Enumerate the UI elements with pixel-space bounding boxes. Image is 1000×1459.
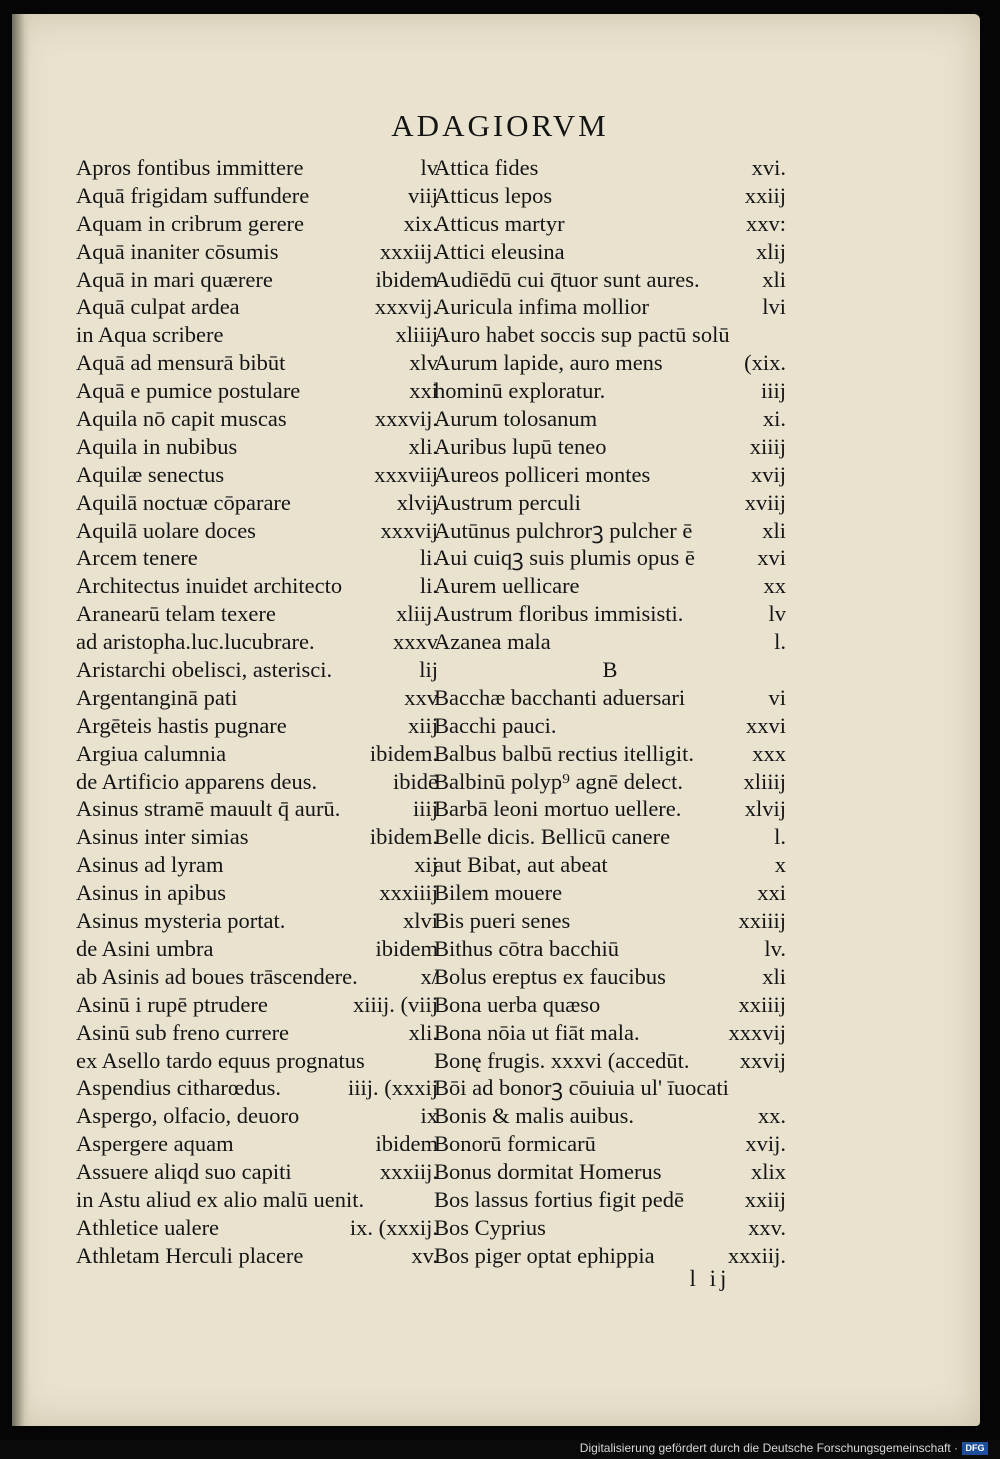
- index-entry: [434, 210, 786, 238]
- entry-term: Aquila in nubibus: [76, 433, 238, 459]
- index-entry: [434, 628, 786, 656]
- index-entry: [76, 628, 438, 656]
- index-entry: [434, 238, 786, 266]
- entry-term: Assuere aliqd suo capiti: [76, 1159, 292, 1185]
- entry-term: Bonus dormitat Homerus: [434, 1159, 662, 1185]
- entry-term: de Asini umbra: [76, 935, 214, 961]
- entry-reference: xxv.: [748, 1214, 786, 1240]
- entry-reference: lv: [768, 601, 786, 627]
- index-column-left: [76, 154, 438, 1270]
- entry-reference: xiiij: [749, 433, 786, 459]
- folio-number: l ij: [689, 1266, 731, 1291]
- entry-term: Bonorū formicarū: [434, 1131, 596, 1157]
- entry-reference: xv.: [411, 1242, 438, 1268]
- index-entry: [434, 182, 786, 210]
- entry-term: Aquilā noctuæ cōparare: [76, 489, 291, 515]
- entry-term: Belle dicis. Bellicū canere: [434, 824, 671, 850]
- index-entry: [434, 907, 786, 935]
- entry-term: Aquā ad mensurā bibūt: [76, 350, 286, 376]
- entry-term: Bos Cyprius: [434, 1214, 546, 1240]
- index-entry: [434, 1102, 786, 1130]
- entry-reference: xliiij: [395, 322, 438, 348]
- index-entry: [434, 879, 786, 907]
- index-entry: [76, 1047, 438, 1075]
- entry-reference: xxiiij: [738, 991, 786, 1017]
- index-entry: [76, 851, 438, 879]
- entry-term: Argentanginā pati: [76, 684, 238, 710]
- entry-reference: xxxv: [393, 629, 438, 655]
- entry-term: Bos piger optat ephippia: [434, 1242, 655, 1268]
- index-entry: [76, 712, 438, 740]
- entry-reference: x/: [420, 963, 438, 989]
- entry-reference: xxvij: [739, 1047, 786, 1073]
- entry-reference: ibidem: [375, 1131, 438, 1157]
- index-entry: [434, 1130, 786, 1158]
- entry-reference: xlvij: [396, 489, 438, 515]
- index-entry: [76, 182, 438, 210]
- entry-term: Bos lassus fortius figit pedē: [434, 1186, 684, 1212]
- entry-term: Aquā in mari quærere: [76, 266, 273, 292]
- entry-reference: xxx: [752, 740, 786, 766]
- entry-term: Aquā e pumice postulare: [76, 378, 301, 404]
- entry-term: Autūnus pulchrorꝫ pulcher ē: [434, 517, 693, 543]
- entry-term: B: [602, 657, 618, 683]
- index-entry: [434, 321, 786, 349]
- entry-reference: li.: [419, 545, 438, 571]
- index-entry: [434, 293, 786, 321]
- index-entry: [434, 712, 786, 740]
- index-entry: [76, 377, 438, 405]
- entry-term: Azanea mala: [434, 629, 551, 655]
- entry-term: Barbā leoni mortuo uellere.: [434, 796, 682, 822]
- index-entry: [434, 266, 786, 294]
- index-entry: [76, 433, 438, 461]
- entry-reference: xxxiiij: [379, 880, 438, 906]
- entry-reference: xxxiij.: [379, 238, 438, 264]
- entry-term: ab Asinis ad boues trāscendere.: [76, 963, 358, 989]
- entry-term: Bis pueri senes: [434, 908, 571, 934]
- index-entry: [434, 517, 786, 545]
- entry-reference: xij: [414, 852, 438, 878]
- entry-reference: xxi: [409, 378, 438, 404]
- entry-reference: xli: [762, 517, 786, 543]
- entry-reference: xviij: [744, 489, 786, 515]
- index-entry: [76, 210, 438, 238]
- entry-term: Audiēdū cui q̄tuor sunt aures.: [434, 266, 700, 292]
- entry-term: Aquam in cribrum gerere: [76, 210, 305, 236]
- index-entry: [76, 991, 438, 1019]
- entry-term: Atticus lepos: [434, 182, 553, 208]
- entry-reference: ibidem: [375, 266, 438, 292]
- entry-reference: lij: [419, 657, 438, 683]
- entry-term: Bithus cōtra bacchiū: [434, 935, 619, 961]
- index-entry: [434, 489, 786, 517]
- index-entry: [76, 907, 438, 935]
- running-head: [0, 108, 1000, 144]
- index-column-right: [434, 154, 786, 1270]
- entry-term: Aureos polliceri montes: [434, 461, 651, 487]
- entry-reference: xiij: [407, 712, 438, 738]
- index-entry: [76, 238, 438, 266]
- entry-reference: xxvi: [745, 712, 786, 738]
- index-entry: [76, 1214, 438, 1242]
- index-entry: [76, 266, 438, 294]
- index-entry: [76, 517, 438, 545]
- entry-term: Aurum tolosanum: [434, 406, 598, 432]
- entry-term: Asinū sub freno currere: [76, 1019, 290, 1045]
- digitization-credit: Digitalisierung gefördert durch die Deutsche Forschungsgemeinschaft ·: [579, 1441, 958, 1455]
- index-entry: [76, 293, 438, 321]
- index-entry: [76, 656, 438, 684]
- entry-term: Aspendius citharœdus.: [76, 1075, 281, 1101]
- entry-reference: xxi: [757, 880, 786, 906]
- entry-reference: lv.: [764, 935, 786, 961]
- entry-term: ad aristopha.luc.lucubrare.: [76, 629, 315, 655]
- entry-reference: xxxvij.: [374, 294, 438, 320]
- entry-reference: ix: [420, 1103, 438, 1129]
- page-gutter-shadow: [12, 14, 30, 1426]
- index-entry: [434, 1186, 786, 1214]
- index-entry: [76, 935, 438, 963]
- index-entry: [76, 823, 438, 851]
- entry-reference: xvij.: [745, 1131, 786, 1157]
- entry-reference: xli.: [408, 433, 438, 459]
- entry-term: Asinus mysteria portat.: [76, 908, 286, 934]
- entry-term: Argiua calumnia: [76, 740, 227, 766]
- entry-reference: xiiij. (viij: [352, 991, 438, 1017]
- index-entry: [434, 377, 786, 405]
- entry-reference: lv: [420, 155, 438, 180]
- section-letter: [434, 656, 786, 684]
- index-entry: [434, 740, 786, 768]
- entry-term: Bonis & malis auibus.: [434, 1103, 635, 1129]
- entry-term: Aquilā uolare doces: [76, 517, 256, 543]
- index-entry: [76, 1242, 438, 1270]
- entry-reference: l.: [774, 824, 786, 850]
- index-entry: [434, 433, 786, 461]
- entry-term: Aranearū telam texere: [76, 601, 276, 627]
- entry-reference: xxv:: [745, 210, 786, 236]
- entry-term: Architectus inuidet architecto: [76, 573, 343, 599]
- entry-term: Austrum floribus immisisti.: [434, 601, 684, 627]
- entry-reference: xxxiij.: [727, 1242, 786, 1268]
- entry-term: Austrum perculi: [434, 489, 581, 515]
- entry-term: Bona uerba quæso: [434, 991, 601, 1017]
- entry-term: hominū exploratur.: [434, 378, 606, 404]
- entry-reference: xli: [762, 266, 786, 292]
- index-entry: [76, 572, 438, 600]
- entry-reference: xlv: [409, 350, 438, 376]
- entry-term: ex Asello tardo equus prognatus: [76, 1047, 365, 1073]
- entry-reference: xlvi: [402, 908, 438, 934]
- index-entry: [434, 795, 786, 823]
- entry-term: Attici eleusina: [434, 238, 565, 264]
- index-entry: [434, 684, 786, 712]
- entry-reference: xlij: [755, 238, 786, 264]
- index-entry: [434, 544, 786, 572]
- index-entry: [76, 154, 438, 182]
- entry-reference: xxxviij: [374, 461, 438, 487]
- entry-term: in Astu aliud ex alio malū uenit.: [76, 1186, 365, 1212]
- entry-reference: ibidem.: [369, 740, 438, 766]
- entry-reference: xi.: [762, 406, 786, 432]
- entry-reference: xx.: [757, 1103, 786, 1129]
- entry-reference: xvij: [750, 461, 786, 487]
- entry-term: Apros fontibus immittere: [76, 155, 304, 180]
- index-entry: [434, 600, 786, 628]
- index-entry: [434, 991, 786, 1019]
- index-entry: [434, 572, 786, 600]
- entry-term: Bōi ad bonorꝫ cōuiuia ul' īuocati: [434, 1075, 729, 1101]
- index-entry: [76, 879, 438, 907]
- entry-term: Bonę frugis. xxxvi (accedūt.: [434, 1047, 690, 1073]
- index-entry: [76, 795, 438, 823]
- entry-term: Aristarchi obelisci, asterisci.: [76, 657, 333, 683]
- entry-reference: iiij: [412, 796, 438, 822]
- index-entry: [434, 768, 786, 796]
- entry-term: Athletam Herculi placere: [76, 1242, 304, 1268]
- index-entry: [76, 740, 438, 768]
- dfg-logo: DFG: [962, 1442, 988, 1455]
- entry-reference: l.: [774, 629, 786, 655]
- index-entry: [76, 1130, 438, 1158]
- index-entry: [76, 489, 438, 517]
- entry-reference: xliiij: [743, 768, 786, 794]
- entry-reference: x: [774, 852, 786, 878]
- entry-reference: xxxvij.: [374, 406, 438, 432]
- entry-reference: xxiij: [744, 1186, 786, 1212]
- entry-term: Aquila nō capit muscas: [76, 406, 287, 432]
- entry-term: Auro habet soccis sup pactū solū: [434, 322, 730, 348]
- entry-term: Aquā inaniter cōsumis: [76, 238, 279, 264]
- entry-reference: xxv: [404, 684, 438, 710]
- index-entry: [434, 1019, 786, 1047]
- entry-reference: xix.: [403, 210, 438, 236]
- entry-term: Asinū i rupē ptrudere: [76, 991, 268, 1017]
- entry-term: Aquā culpat ardea: [76, 294, 240, 320]
- index-entry: [434, 935, 786, 963]
- entry-reference: ibidem.: [369, 824, 438, 850]
- entry-term: Aurem uellicare: [434, 573, 580, 599]
- entry-term: Bona nōia ut fiāt mala.: [434, 1019, 640, 1045]
- entry-reference: li.: [419, 573, 438, 599]
- entry-reference: vi: [768, 684, 786, 710]
- entry-term: aut Bibat, aut abeat: [434, 852, 608, 878]
- entry-term: Auribus lupū teneo: [434, 433, 607, 459]
- entry-term: de Artificio apparens deus.: [76, 768, 318, 794]
- entry-reference: xxxvij: [728, 1019, 786, 1045]
- entry-reference: viij: [407, 182, 438, 208]
- entry-reference: xxxvij: [380, 517, 438, 543]
- entry-term: Bolus ereptus ex faucibus: [434, 963, 666, 989]
- entry-term: Athletice ualere: [76, 1214, 220, 1240]
- entry-term: Auricula infima mollior: [434, 294, 649, 320]
- entry-term: Aurum lapide, auro mens: [434, 350, 663, 376]
- entry-term: Balbinū polyp⁹ agnē delect.: [434, 768, 684, 794]
- index-entry: [434, 154, 786, 182]
- entry-reference: xli.: [408, 1019, 438, 1045]
- entry-reference: xliij.: [396, 601, 438, 627]
- entry-term: Attica fides: [434, 155, 539, 180]
- entry-reference: xx: [763, 573, 786, 599]
- running-head-text: ADAGIORVM: [391, 108, 609, 143]
- index-entry: [434, 1214, 786, 1242]
- entry-term: Aquilæ senectus: [76, 461, 225, 487]
- entry-term: Argēteis hastis pugnare: [76, 712, 287, 738]
- entry-term: Aquā frigidam suffundere: [76, 182, 310, 208]
- index-entry: [76, 768, 438, 796]
- index-entry: [76, 1186, 438, 1214]
- entry-reference: xvi: [757, 545, 786, 571]
- index-entry: [434, 1158, 786, 1186]
- entry-reference: xxiiij: [738, 908, 786, 934]
- entry-reference: iiij. (xxxij: [348, 1075, 438, 1101]
- index-entry: [434, 823, 786, 851]
- index-entry: [76, 321, 438, 349]
- index-entry: [76, 349, 438, 377]
- index-entry: [76, 1074, 438, 1102]
- index-entry: [434, 461, 786, 489]
- index-entry: [434, 1074, 786, 1102]
- entry-reference: xvi.: [751, 155, 786, 180]
- index-entry: [434, 963, 786, 991]
- index-entry: [434, 349, 786, 377]
- entry-reference: iiij: [760, 378, 786, 404]
- entry-reference: (xix.: [744, 350, 786, 376]
- entry-term: in Aqua scribere: [76, 322, 224, 348]
- entry-reference: ibidē: [393, 768, 438, 794]
- entry-reference: lvi: [762, 294, 786, 320]
- index-entry: [434, 851, 786, 879]
- entry-term: Aui cuiqꝫ suis plumis opus ē: [434, 545, 695, 571]
- entry-term: Bilem mouere: [434, 880, 563, 906]
- index-entry: [76, 684, 438, 712]
- index-entry: [76, 600, 438, 628]
- entry-term: Aspergo, olfacio, deuoro: [76, 1103, 300, 1129]
- index-entry: [76, 1102, 438, 1130]
- entry-term: Asinus ad lyram: [76, 852, 224, 878]
- index-entry: [76, 461, 438, 489]
- entry-reference: ix. (xxxij.: [349, 1214, 438, 1240]
- index-entry: [76, 544, 438, 572]
- index-entry: [76, 1019, 438, 1047]
- index-entry: [76, 1158, 438, 1186]
- index-entry: [76, 963, 438, 991]
- index-entry: [76, 405, 438, 433]
- entry-term: Bacchæ bacchanti aduersari: [434, 684, 686, 710]
- entry-reference: xlvij: [744, 796, 786, 822]
- entry-reference: xli: [762, 963, 786, 989]
- entry-reference: ibidem: [375, 935, 438, 961]
- entry-reference: xxiij: [744, 182, 786, 208]
- entry-term: Asinus in apibus: [76, 880, 227, 906]
- entry-term: Asinus stramē mauult q̄ aurū.: [76, 796, 341, 822]
- entry-term: Arcem tenere: [76, 545, 198, 571]
- entry-term: Aspergere aquam: [76, 1131, 234, 1157]
- index-entry: [434, 405, 786, 433]
- entry-term: Asinus inter simias: [76, 824, 249, 850]
- entry-term: Atticus martyr: [434, 210, 565, 236]
- entry-term: Balbus balbū rectius itelligit.: [434, 740, 694, 766]
- entry-term: Bacchi pauci.: [434, 712, 557, 738]
- index-entry: [434, 1047, 786, 1075]
- entry-reference: xxxiij.: [379, 1159, 438, 1185]
- entry-reference: xlix: [750, 1159, 786, 1185]
